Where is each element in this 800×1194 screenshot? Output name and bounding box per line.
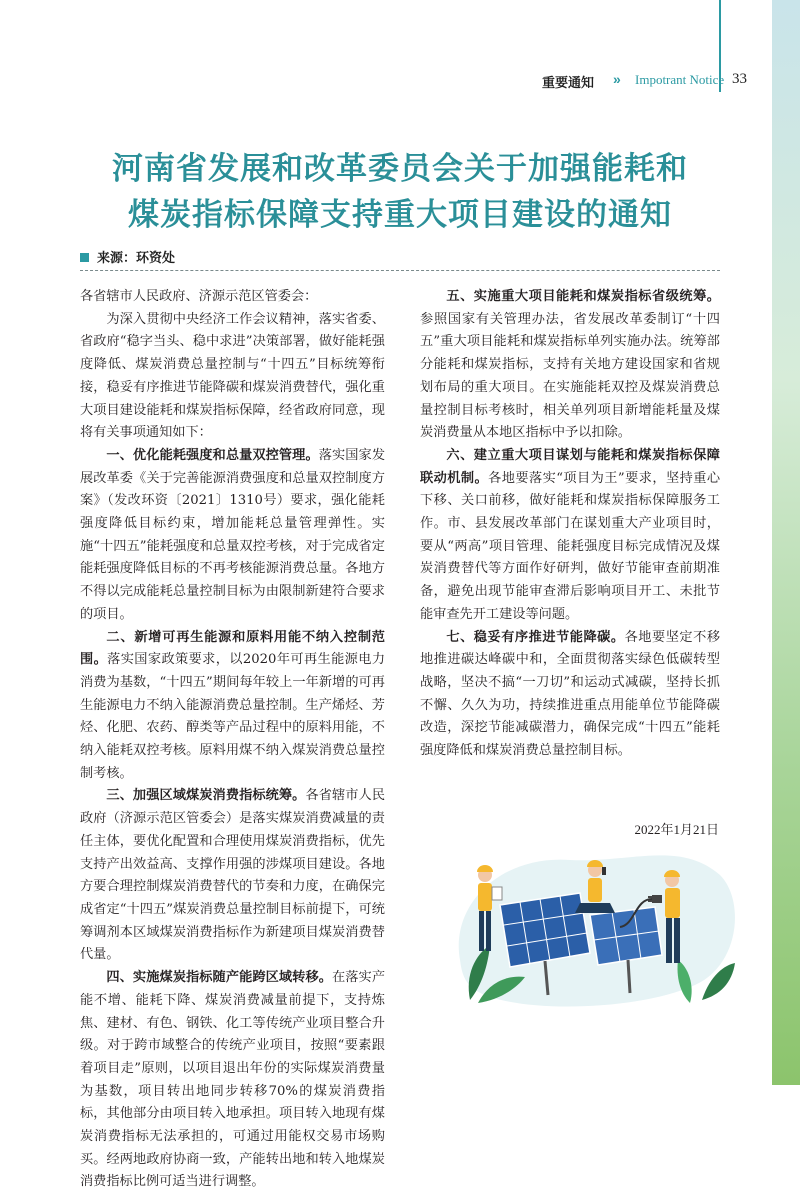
section-3-text: 各省辖市人民政府（济源示范区管委会）是落实煤炭消费减量的责任主体，要优化配置和合理使用煤炭消费指标，优先支持产出效益高、支撑作用强的涉煤项目建设。各地方要合理控制煤炭消费替代的节奏和力度，在确保完成省定“十四五”煤炭消费总量控制目标前提下，可统筹调剂本区域煤炭消费指标作为新建项目煤炭消费替代量。: [80, 788, 386, 963]
page-edge-strip: [772, 0, 800, 1085]
section-2-heading: 二、新增可再生能源和原料用能不纳入控制范围。: [80, 629, 385, 668]
section-1-heading: 一、优化能耗强度和总量双控管理。: [106, 447, 319, 463]
section-5-heading: 五、实施重大项目能耗和煤炭指标省级统筹。: [446, 289, 720, 304]
section-label: 重要通知: [542, 75, 595, 90]
section-6: [420, 445, 720, 627]
section-2: [80, 627, 385, 786]
section-3: [80, 785, 385, 967]
section-7-text: 各地要坚定不移地推进碳达峰碳中和，全面贯彻落实绿色低碳转型战略，坚决不搞“一刀切”和运动式减碳，坚持长抓不懈、久久为功，持续推进重点用能单位节能降碳改造，深挖节能减碳潜力，确保完成“十四五”能耗强度降低和煤炭消费总量控制目标。: [420, 629, 721, 759]
article-column-right: [420, 286, 720, 763]
section-4-text: 在落实产能不增、能耗下降、煤炭消费减量前提下，支持炼焦、建材、有色、钢铁、化工等传统产业项目整合升级。对于跨市域整合的传统产业项目，按照“要素跟着项目走”原则，以项目退出年份的实际煤炭消费量为基数，项目转出地同步转移70%的煤炭消费指标，其他部分由项目转入地承担。项目转入地现有煤炭消费指标无法承担的，可通过用能权交易市场购买。经两地政府协商一致，产能转出地和转入地煤炭消费指标比例可适当进行调整。: [80, 970, 386, 1190]
section-2-text: 落实国家政策要求，以2020年可再生能源电力消费为基数，“十四五”期间每年较上一年新增的可再生能源电力不纳入能源消费总量控制。生产烯烃、芳烃、化肥、农药、醇类等产品过程中的原料用能，不纳入能耗双控考核。原料用煤不纳入煤炭消费总量控制考核。: [80, 652, 386, 781]
section-6-heading: 六、建立重大项目谋划与能耗和煤炭指标保障联动机制。: [420, 447, 720, 486]
solar-workers-illustration: [440, 835, 740, 1015]
section-label-en: Impotrant Notice: [635, 72, 725, 87]
title-line-2: 煤炭指标保障支持重大项目建设的通知: [128, 197, 672, 233]
section-4-heading: 四、实施煤炭指标随产能跨区域转移。: [106, 970, 332, 986]
section-3-heading: 三、加强区域煤炭消费指标统筹。: [106, 788, 306, 804]
page-header: [500, 70, 755, 92]
section-7: [420, 627, 720, 763]
title-line-1: 河南省发展和改革委员会关于加强能耗和: [112, 151, 688, 187]
source-text: 来源：环资处: [97, 250, 176, 265]
section-1: [80, 445, 385, 627]
section-1-text: 落实国家发展改革委《关于完善能源消费强度和总量双控制度方案》（发改环资〔2021〕1310号）要求，强化能耗强度降低目标约束，增加能耗总量管理弹性。实施“十四五”能耗强度和总量双控考核，对于完成省定能耗强度降低目标的不再考核能源消费总量。各地方不得以完成能耗总量控制目标为由限制新建符合要求的项目。: [80, 447, 386, 622]
salutation: 各省辖市人民政府、济源示范区管委会：: [80, 289, 318, 304]
double-chevron-icon: »: [613, 71, 621, 87]
section-7-heading: 七、稳妥有序推进节能降碳。: [446, 629, 625, 645]
article-column-left: [80, 286, 385, 1194]
page-number: 33: [732, 71, 747, 87]
square-bullet-icon: [80, 253, 89, 262]
section-6-text: 各地要落实“项目为王”要求，坚持重心下移、关口前移，做好能耗和煤炭指标保障服务工作。市、县发展改革部门在谋划重大产业项目时，要从“两高”项目管理、能耗强度目标完成情况及煤炭消费替代等方面作好研判，做好节能审查前期准备，避免出现节能审查滞后影响项目开工、未批节能审查先开工建设等问题。: [420, 470, 721, 622]
page-title: [60, 146, 740, 238]
dashed-divider: [80, 270, 720, 271]
publish-date: 2022年1月21日: [634, 822, 719, 837]
section-4: [80, 967, 385, 1194]
section-5: [420, 286, 720, 445]
intro-paragraph: 为深入贯彻中央经济工作会议精神，落实省委、省政府“稳字当头、稳中求进”决策部署，做好能耗强度降低、煤炭消费总量控制与“十四五”目标统筹衔接，稳妥有序推进节能降碳和煤炭消费替代，强化重大项目建设能耗和煤炭指标保障，经省政府同意，现将有关事项通知如下：: [80, 311, 385, 441]
article-source: [80, 247, 175, 266]
section-5-text: 参照国家有关管理办法，省发展改革委制订“十四五”重大项目能耗和煤炭指标单列实施办法。统筹部分能耗和煤炭指标，支持有关地方建设国家和省规划布局的重大项目。在实施能耗双控及煤炭消费总量控制目标考核时，相关单列项目新增能耗量及煤炭消费量从本地区指标中予以扣除。: [420, 311, 720, 441]
